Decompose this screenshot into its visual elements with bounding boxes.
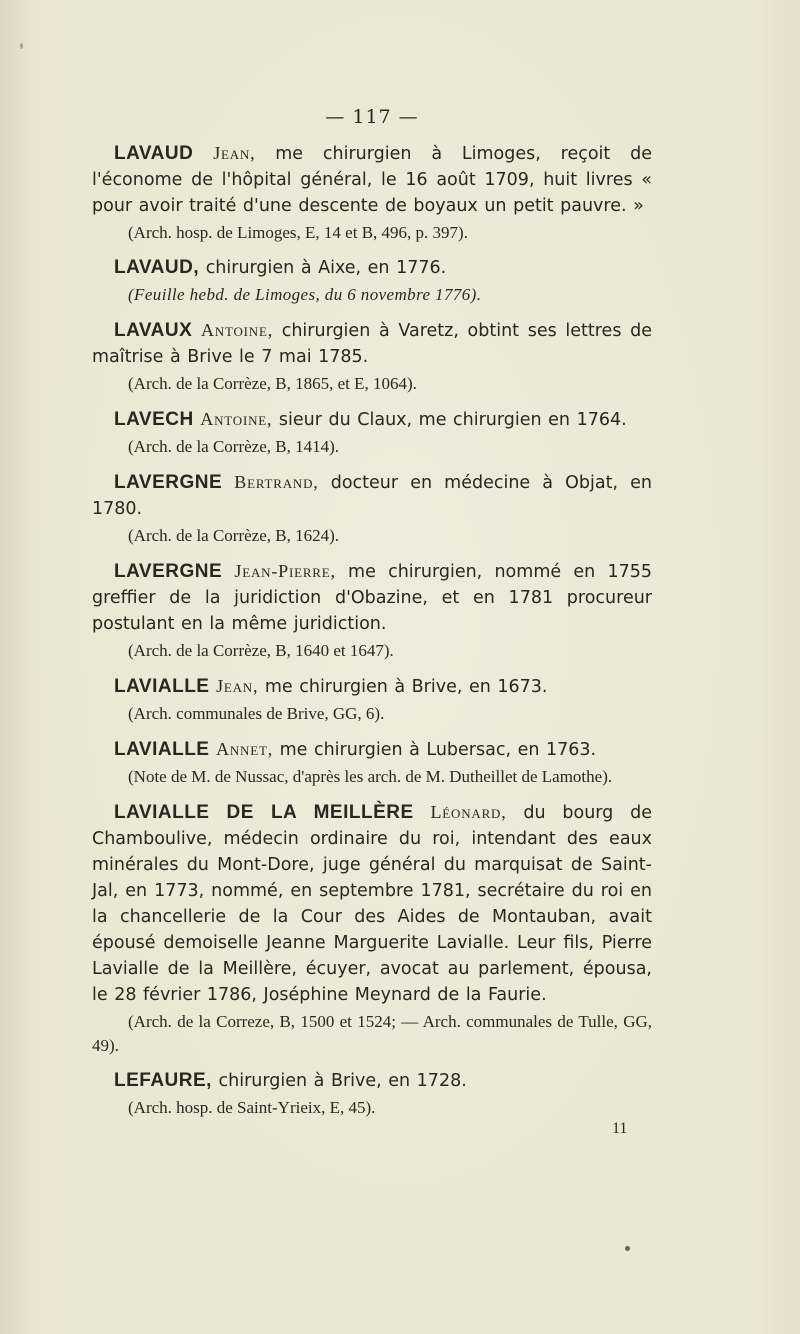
paper-speck [20, 43, 23, 49]
entry-body: chirurgien à Varetz, obtint ses lettres de maîtrise à Brive le 7 mai 1785. [92, 321, 652, 367]
entry-surname: LAVAUD, [114, 257, 200, 278]
entry-source: (Arch. de la Corrèze, B, 1865, et E, 1064). [128, 374, 417, 393]
entry-source: (Arch. de la Correze, B, 1500 et 1524; — Arch. communales de Tulle, GG, 49). [92, 1012, 652, 1055]
entry-source: (Arch. de la Corrèze, B, 1624). [128, 526, 340, 545]
entry-lavialle-jean [92, 673, 652, 726]
entry-text [92, 799, 652, 1008]
entry-surname: LAVIALLE [114, 739, 210, 760]
entry-surname: LEFAURE, [114, 1070, 212, 1091]
entry-given-name: Antoine, [200, 320, 274, 340]
entry-source: (Arch. communales de Brive, GG, 6). [128, 704, 385, 723]
entry-lavech-antoine [92, 406, 652, 459]
entry-source: (Arch. de la Corrèze, B, 1640 et 1647). [128, 641, 394, 660]
entry-given-name: Jean, [213, 143, 256, 163]
entry-source: (Arch. hosp. de Limoges, E, 14 et B, 496, p. 397). [128, 223, 468, 242]
entry-body: me chirurgien à Lubersac, en 1763. [273, 740, 597, 760]
entry-body: docteur en médecine à Objat, en 1780. [92, 473, 652, 519]
sheet-signature: 11 [612, 1120, 628, 1137]
entry-source: (Arch. hosp. de Saint-Yrieix, E, 45). [128, 1098, 376, 1117]
entry-surname: LAVERGNE [114, 472, 223, 493]
paper-speck [625, 1246, 630, 1251]
entry-text [92, 673, 652, 700]
entry-lavialle-annet [92, 736, 652, 789]
entry-surname: LAVAUX [114, 320, 193, 341]
entry-text [92, 558, 652, 637]
entry-lavaux-antoine [92, 317, 652, 396]
entry-given-name: Jean-Pierre, [234, 561, 336, 581]
entry-given-name: Léonard, [430, 802, 507, 822]
entry-body: sieur du Claux, me chirurgien en 1764. [272, 410, 627, 430]
entry-lavaud-jean [92, 140, 652, 245]
entry-given-name: Bertrand, [234, 472, 319, 492]
entry-lavaud-aixe [92, 255, 652, 307]
page-number: — 117 — [325, 106, 419, 128]
entry-body: me chirurgien, nommé en 1755 greffier de la juridiction d'Obazine, et en 1781 procureur postulant en la même juridiction. [92, 562, 652, 634]
entry-lefaure [92, 1068, 652, 1120]
entry-body: me chirurgien à Limoges, reçoit de l'économe de l'hôpital général, le 16 août 1709, huit livres « pour avoir traité d'une descente de boyaux un petit pauvre. » [92, 144, 652, 216]
entry-text [92, 1068, 652, 1094]
page-content [92, 106, 652, 1130]
entry-surname: LAVIALLE DE LA MEILLÈRE [114, 802, 414, 823]
entry-text [92, 317, 652, 370]
entry-surname: LAVIALLE [114, 676, 210, 697]
entry-text [92, 469, 652, 522]
entry-source: (Arch. de la Corrèze, B, 1414). [128, 437, 340, 456]
entry-surname: LAVERGNE [114, 561, 223, 582]
entry-body: chirurgien à Aixe, en 1776. [199, 258, 447, 278]
entry-text [92, 255, 652, 281]
entry-lavialle-de-la-meillere [92, 799, 652, 1058]
entry-surname: LAVECH [114, 409, 194, 430]
entry-surname: LAVAUD [114, 143, 194, 164]
entry-given-name: Antoine, [200, 409, 273, 429]
entry-given-name: Jean, [216, 676, 259, 696]
entry-given-name: Annet, [216, 739, 274, 759]
entry-source: (Note de M. de Nussac, d'après les arch. de M. Dutheillet de Lamothe). [128, 767, 613, 786]
entry-body: du bourg de Chamboulive, médecin ordinaire du roi, intendant des eaux minérales du Mont-Dore, juge général du marquisat de Saint-Jal, en 1773, nommé, en septembre 1781, secrétaire du roi en la chancellerie de la Cour des Aides de Montauban, avait épousé demoiselle Jeanne Marguerite Lavialle. Leur fils, Pierre Lavialle de la Meillère, écuyer, avocat au parlement, épousa, le 28 février 1786, Joséphine Meynard de la Faurie. [92, 803, 652, 1005]
entry-body: chirurgien à Brive, en 1728. [211, 1071, 467, 1091]
entry-source: (Feuille hebd. de Limoges, du 6 novembre 1776). [128, 285, 482, 304]
entry-text [92, 140, 652, 219]
entry-lavergne-bertrand [92, 469, 652, 548]
entry-lavergne-jean-pierre [92, 558, 652, 663]
entry-text [92, 406, 652, 433]
entry-body: me chirurgien à Brive, en 1673. [258, 677, 548, 697]
entry-text [92, 736, 652, 763]
